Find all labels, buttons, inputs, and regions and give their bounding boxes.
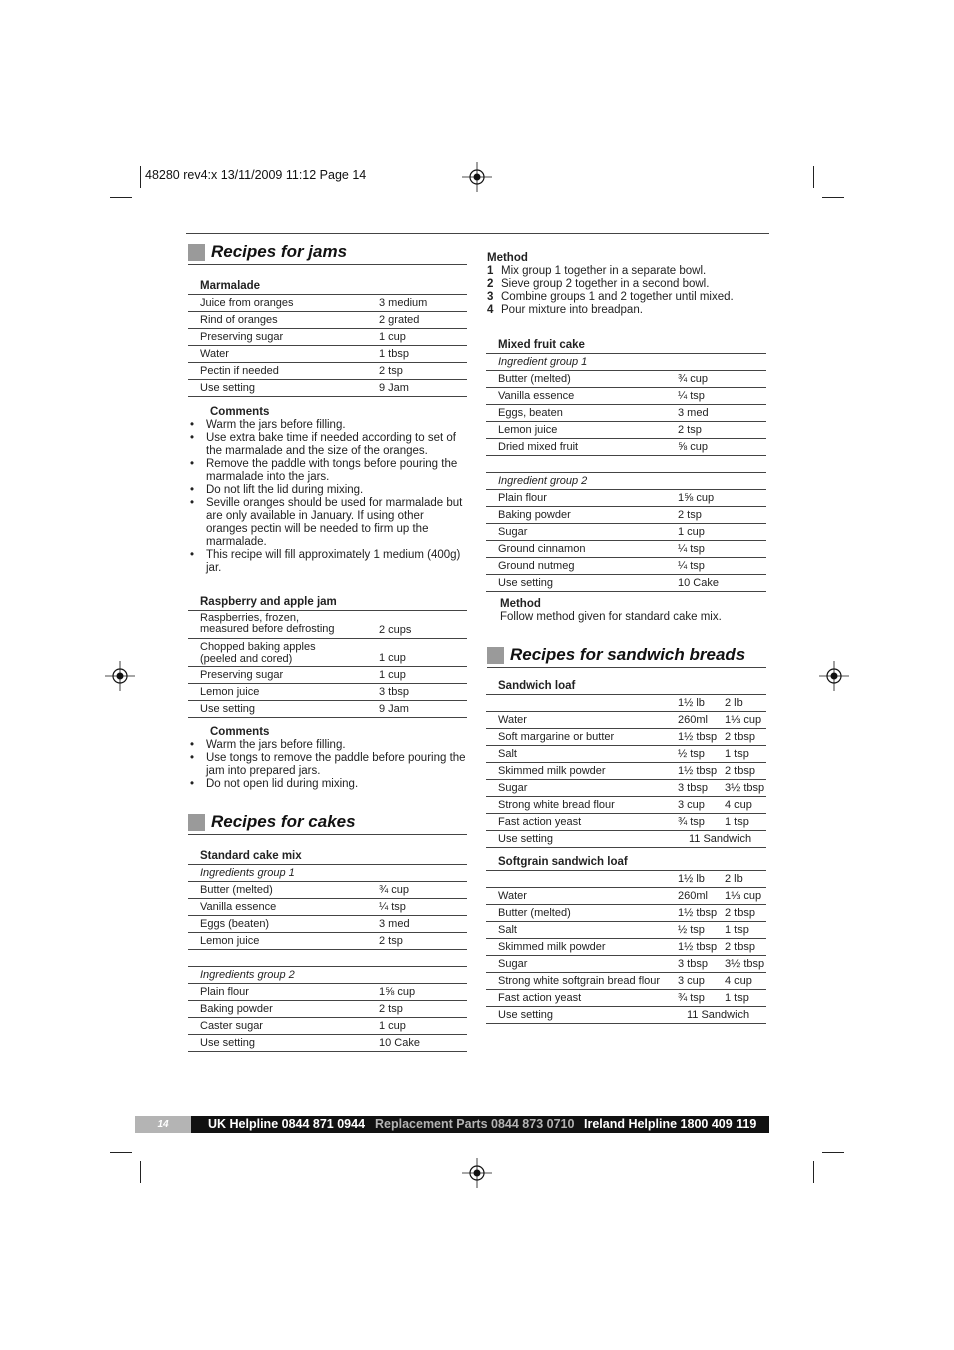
table-row (188, 984, 467, 1001)
list-item: • Do not lift the lid during mixing. (188, 484, 467, 497)
spacer-row (486, 456, 766, 473)
table-row (188, 1035, 467, 1052)
table-row (188, 312, 467, 329)
group-label: Ingredients group 1 (200, 867, 295, 879)
quantity: ¼ tsp (379, 901, 406, 913)
recipe-title: Sandwich loaf (486, 678, 766, 695)
table-row (486, 371, 766, 388)
group-label: Ingredient group 2 (498, 475, 588, 487)
section-title: Recipes for sandwich breads (510, 645, 746, 664)
ingredient-detail: (peeled and cored) (200, 653, 293, 665)
ingredient: Use setting (498, 833, 554, 845)
recipe-title: Softgrain sandwich loaf (486, 854, 766, 871)
method-step (487, 265, 767, 278)
quantity: ¼ tsp (678, 560, 705, 572)
crop-mark (822, 197, 844, 198)
qty-large: 1 tsp (725, 748, 749, 760)
quantity: 2 grated (379, 314, 420, 326)
list-item: • Warm the jars before filling. (188, 739, 467, 752)
uk-helpline: UK Helpline 0844 871 0944 (208, 1117, 366, 1131)
step-number: 2 (487, 278, 494, 290)
step-number: 3 (487, 291, 494, 303)
qty-small: 1½ tbsp (678, 731, 718, 743)
quantity: 1 cup (379, 331, 406, 343)
ingredient: Juice from oranges (200, 297, 294, 309)
quantity: 10 Cake (678, 577, 719, 589)
ingredient: Sugar (498, 782, 528, 794)
comments-raspberry (188, 726, 467, 791)
ingredient: Use setting (498, 1009, 554, 1021)
list-item: • Remove the paddle with tongs before pouring the marmalade into the jars. (188, 458, 467, 484)
quantity: 9 Jam (379, 382, 409, 394)
ingredient: Skimmed milk powder (498, 941, 606, 953)
table-row (486, 973, 766, 990)
print-slug: 48280 rev4:x 13/11/2009 11:12 Page 14 (145, 168, 367, 182)
heading-square (188, 244, 205, 261)
method-standard-cake (487, 252, 767, 317)
list-item: • This recipe will fill approximately 1 medium (400g) jar. (188, 549, 467, 575)
table-row (486, 905, 766, 922)
qty-small: 3 tbsp (678, 782, 708, 794)
table-row (486, 1007, 766, 1024)
qty-small: 3 cup (678, 975, 705, 987)
ingredient: Use setting (200, 382, 256, 394)
qty-small: ¾ tsp (678, 992, 705, 1004)
ingredient: Plain flour (498, 492, 547, 504)
ingredient: Eggs, beaten (498, 407, 563, 419)
group-header (188, 967, 467, 984)
table-row (188, 363, 467, 380)
ingredient: Lemon juice (498, 424, 558, 436)
table-row (188, 916, 467, 933)
ingredient: Lemon juice (200, 686, 260, 698)
qty-large: 1⅓ cup (725, 714, 762, 726)
qty-large: 1⅓ cup (725, 890, 762, 902)
ingredient: Use setting (200, 1037, 256, 1049)
ingredient: Preserving sugar (200, 669, 284, 681)
quantity: 2 tsp (379, 1003, 403, 1015)
quantity: 2 tsp (379, 365, 403, 377)
qty-small: 1½ tbsp (678, 907, 718, 919)
qty-small: 260ml (678, 890, 708, 902)
quantity: 1 cup (678, 526, 705, 538)
quantity: ⅝ cup (678, 441, 708, 453)
section-heading-jams (188, 242, 467, 265)
quantity: 2 tsp (678, 424, 702, 436)
ingredient: Sugar (498, 526, 528, 538)
comments-heading: Comments (210, 726, 270, 738)
recipe-table-marmalade (188, 278, 467, 397)
ingredient: Water (200, 348, 229, 360)
list-item: • Use tongs to remove the paddle before pouring the jam into prepared jars. (188, 752, 467, 778)
section-heading-cakes (188, 812, 467, 835)
crop-mark (110, 197, 132, 198)
list-item: • Do not open lid during mixing. (188, 778, 467, 791)
helpline-footer (135, 1116, 769, 1133)
quantity: ¼ tsp (678, 543, 705, 555)
ingredient: Baking powder (498, 509, 571, 521)
list-item: • Warm the jars before filling. (188, 419, 467, 432)
quantity: 1 cup (379, 652, 406, 664)
registration-mark-icon (105, 661, 135, 691)
table-row (486, 888, 766, 905)
quantity: 3 tbsp (379, 686, 409, 698)
table-row (486, 939, 766, 956)
qty-small: ½ tsp (678, 924, 705, 936)
method-step (487, 291, 767, 304)
table-row (188, 684, 467, 701)
ingredient: Butter (melted) (498, 373, 571, 385)
step-number: 1 (487, 265, 494, 277)
table-row (188, 882, 467, 899)
spacer-row (188, 950, 467, 967)
ingredient: Butter (melted) (498, 907, 571, 919)
ingredient-detail: measured before defrosting (200, 623, 335, 635)
quantity: 3 medium (379, 297, 428, 309)
table-row (486, 990, 766, 1007)
setting-value: 11 Sandwich (687, 1009, 750, 1021)
group-label: Ingredient group 1 (498, 356, 588, 368)
quantity: ¾ cup (379, 884, 409, 896)
crop-mark (813, 166, 814, 188)
table-row (486, 558, 766, 575)
method-step (487, 304, 767, 317)
group-header (188, 865, 467, 882)
ingredient: Raspberries, frozen, (200, 612, 300, 624)
quantity: 1 cup (379, 1020, 406, 1032)
ingredient: Soft margarine or butter (498, 731, 615, 743)
ingredient: Caster sugar (200, 1020, 263, 1032)
ingredient: Rind of oranges (200, 314, 278, 326)
quantity: 2 tsp (379, 935, 403, 947)
qty-large: 1 tsp (725, 816, 749, 828)
quantity: 2 cups (379, 624, 412, 636)
qty-large: 1 tsp (725, 924, 749, 936)
ingredient: Water (498, 714, 527, 726)
replacement-parts: Replacement Parts 0844 873 0710 (375, 1117, 575, 1131)
recipe-table-standard-cake (188, 848, 467, 1052)
table-row (188, 667, 467, 684)
table-row (188, 295, 467, 312)
crop-mark (140, 166, 141, 188)
table-row (486, 575, 766, 592)
list-item: • Seville oranges should be used for marmalade but are only available in January. If using other oranges pectin will be needed to firm up the marmalade. (188, 497, 467, 549)
ingredient: Lemon juice (200, 935, 260, 947)
size-large: 2 lb (725, 873, 743, 885)
heading-square (487, 647, 504, 664)
table-row (188, 329, 467, 346)
qty-small: 1½ tbsp (678, 765, 718, 777)
group-header (486, 473, 766, 490)
qty-large: 2 tbsp (725, 941, 755, 953)
quantity: 2 tsp (678, 509, 702, 521)
table-row (188, 701, 467, 718)
size-header-row (486, 695, 766, 712)
size-large: 2 lb (725, 697, 743, 709)
table-row (188, 1018, 467, 1035)
ingredient: Fast action yeast (498, 816, 582, 828)
table-row (188, 639, 467, 667)
recipe-title: Raspberry and apple jam (188, 594, 467, 611)
quantity: 3 med (379, 918, 410, 930)
crop-mark (822, 1152, 844, 1153)
step-text: Combine groups 1 and 2 together until mixed. (501, 291, 734, 303)
table-row (486, 780, 766, 797)
ingredient: Dried mixed fruit (498, 441, 579, 453)
table-row (486, 405, 766, 422)
method-heading: Method (487, 252, 528, 264)
quantity: 1⅝ cup (678, 492, 715, 504)
table-row (486, 388, 766, 405)
method-mixed-fruit-cake (500, 598, 766, 624)
quantity: ¾ cup (678, 373, 708, 385)
table-row (486, 712, 766, 729)
comments-heading: Comments (210, 406, 270, 418)
table-row (188, 380, 467, 397)
ingredient: Preserving sugar (200, 331, 284, 343)
quantity: 1⅝ cup (379, 986, 416, 998)
qty-large: 2 tbsp (725, 907, 755, 919)
table-row (188, 346, 467, 363)
qty-small: ¾ tsp (678, 816, 705, 828)
heading-square (188, 814, 205, 831)
group-label: Ingredients group 2 (200, 969, 295, 981)
method-heading: Method (500, 598, 541, 610)
ingredient: Chopped baking apples (200, 641, 316, 653)
quantity: 1 tbsp (379, 348, 409, 360)
quantity: ¼ tsp (678, 390, 705, 402)
ingredient: Eggs (beaten) (200, 918, 270, 930)
quantity: 3 med (678, 407, 709, 419)
registration-mark-icon (462, 1158, 492, 1188)
registration-mark-icon (819, 661, 849, 691)
size-small: 1½ lb (678, 873, 705, 885)
registration-mark-icon (462, 162, 492, 192)
table-row (486, 541, 766, 558)
section-title: Recipes for cakes (211, 812, 356, 831)
ingredient: Ground cinnamon (498, 543, 586, 555)
page-number: 14 (135, 1116, 191, 1133)
table-row (486, 422, 766, 439)
ingredient: Strong white softgrain bread flour (498, 975, 661, 987)
qty-large: 4 cup (725, 975, 752, 987)
table-row (188, 933, 467, 950)
recipe-title: Marmalade (188, 278, 467, 295)
ingredient: Plain flour (200, 986, 249, 998)
table-row (486, 814, 766, 831)
ingredient: Sugar (498, 958, 528, 970)
qty-large: 1 tsp (725, 992, 749, 1004)
table-row (486, 729, 766, 746)
quantity: 9 Jam (379, 703, 409, 715)
table-row (486, 956, 766, 973)
list-item: • Use extra bake time if needed according to set of the marmalade and the size of the oranges. (188, 432, 467, 458)
method-step (487, 278, 767, 291)
table-row (486, 507, 766, 524)
table-row (188, 611, 467, 639)
comments-marmalade (188, 406, 467, 575)
quantity: 10 Cake (379, 1037, 420, 1049)
section-heading-breads (487, 645, 766, 668)
table-row (486, 831, 766, 848)
table-row (486, 763, 766, 780)
ingredient: Use setting (498, 577, 554, 589)
table-row (486, 797, 766, 814)
setting-value: 11 Sandwich (689, 833, 752, 845)
method-text: Follow method given for standard cake mix. (500, 611, 722, 623)
section-title: Recipes for jams (211, 242, 348, 261)
size-header-row (486, 871, 766, 888)
crop-mark (140, 1161, 141, 1183)
crop-mark (110, 1152, 132, 1153)
size-small: 1½ lb (678, 697, 705, 709)
recipe-title: Standard cake mix (188, 848, 467, 865)
ingredient: Water (498, 890, 527, 902)
ingredient: Salt (498, 924, 517, 936)
ireland-helpline: Ireland Helpline 1800 409 119 (584, 1117, 757, 1131)
qty-small: 260ml (678, 714, 708, 726)
step-text: Mix group 1 together in a separate bowl. (501, 265, 707, 277)
recipe-table-mixed-fruit-cake (486, 337, 766, 592)
ingredient: Use setting (200, 703, 256, 715)
recipe-table-softgrain-loaf (486, 854, 766, 1024)
ingredient: Skimmed milk powder (498, 765, 606, 777)
recipe-table-raspberry (188, 594, 467, 718)
qty-large: 2 tbsp (725, 765, 755, 777)
step-text: Sieve group 2 together in a second bowl. (501, 278, 710, 290)
ingredient: Butter (melted) (200, 884, 273, 896)
qty-large: 3½ tbsp (725, 782, 765, 794)
step-text: Pour mixture into breadpan. (501, 304, 643, 316)
ingredient: Pectin if needed (200, 365, 279, 377)
quantity: 1 cup (379, 669, 406, 681)
table-row (486, 922, 766, 939)
qty-large: 4 cup (725, 799, 752, 811)
crop-mark (813, 1161, 814, 1183)
qty-small: ½ tsp (678, 748, 705, 760)
qty-small: 3 tbsp (678, 958, 708, 970)
group-header (486, 354, 766, 371)
qty-small: 3 cup (678, 799, 705, 811)
recipe-table-sandwich-loaf (486, 678, 766, 848)
table-row (486, 746, 766, 763)
ingredient: Ground nutmeg (498, 560, 575, 572)
recipe-title: Mixed fruit cake (486, 337, 766, 354)
qty-large: 3½ tbsp (725, 958, 765, 970)
ingredient: Strong white bread flour (498, 799, 615, 811)
ingredient: Baking powder (200, 1003, 273, 1015)
ingredient: Vanilla essence (498, 390, 575, 402)
table-row (486, 524, 766, 541)
qty-small: 1½ tbsp (678, 941, 718, 953)
ingredient: Salt (498, 748, 517, 760)
ingredient: Vanilla essence (200, 901, 277, 913)
ingredient: Fast action yeast (498, 992, 582, 1004)
top-rule (186, 233, 769, 234)
qty-large: 2 tbsp (725, 731, 755, 743)
step-number: 4 (487, 304, 494, 316)
table-row (486, 490, 766, 507)
table-row (486, 439, 766, 456)
table-row (188, 899, 467, 916)
table-row (188, 1001, 467, 1018)
